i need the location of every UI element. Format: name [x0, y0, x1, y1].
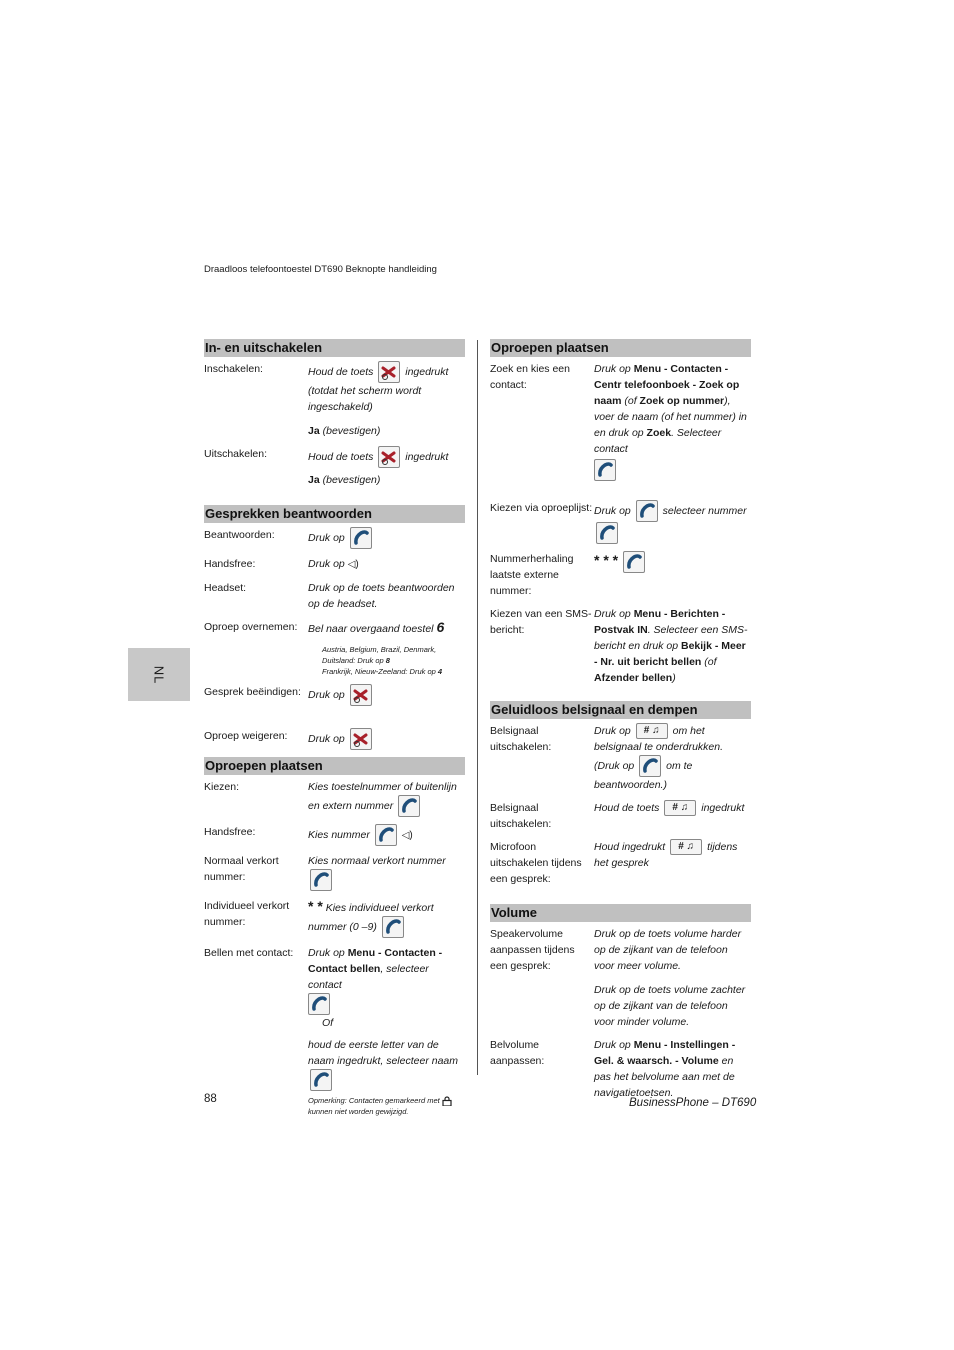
row-label: Handsfree: [204, 826, 256, 838]
phone-off-hook-icon [596, 522, 618, 544]
phone-off-hook-icon [310, 1069, 332, 1091]
text: Druk op [308, 732, 345, 745]
text: Druk op [594, 504, 631, 517]
confirm-key: Ja [308, 425, 320, 437]
row-microfoon [490, 839, 751, 887]
row-value [594, 361, 751, 481]
text: Druk op [594, 363, 631, 375]
text: tijdens het gesprek [594, 841, 738, 870]
phone-on-hook-icon [378, 361, 400, 383]
text: Druk op de toets volume harder op de zijkant van de telefoon voor meer volume. [594, 928, 742, 973]
text: Druk op [308, 947, 345, 959]
menu-path: Bekijk - Meer - Nr. uit bericht bellen [594, 640, 746, 668]
row-oproep-weigeren [204, 728, 465, 750]
section-title: Volume [490, 904, 751, 922]
key-digit: 8 [385, 656, 390, 665]
text: Kies nummer [308, 828, 370, 841]
speaker-icon: ◁) [347, 559, 359, 570]
row-value [594, 606, 751, 686]
phone-off-hook-icon [398, 795, 420, 817]
phone-off-hook-icon [623, 551, 645, 573]
row-value [308, 361, 465, 439]
text: (bevestigen) [322, 425, 381, 437]
section-title: Oproepen plaatsen [490, 339, 751, 357]
key-digit: 6 [436, 619, 445, 635]
row-label: Nummerherhaling laatste externe nummer: [490, 553, 574, 597]
row-inschakelen [204, 361, 465, 439]
right-column [490, 339, 751, 1108]
text: Houd ingedrukt [594, 841, 666, 854]
text: ingedrukt (totdat het scherm wordt ingeschakeld) [308, 365, 449, 413]
text: . Selecteer een SMS-bericht en druk op [594, 624, 748, 652]
menu-path: Menu - Berichten - Postvak IN [594, 608, 726, 636]
row-value [308, 779, 465, 817]
row-value: Druk op de toets beantwoorden op de headset. [308, 582, 455, 610]
text: Druk op [308, 558, 345, 570]
row-belsignaal-2 [490, 800, 751, 832]
phone-on-hook-icon [378, 446, 400, 468]
note-line: Austria, Belgium, Brazil, Denmark, [322, 645, 437, 654]
row-label: Kiezen: [204, 781, 240, 793]
row-label: Oproep weigeren: [204, 730, 288, 742]
row-label: Handsfree: [204, 558, 256, 570]
row-value [308, 446, 465, 488]
text: Druk op [594, 1039, 631, 1052]
text: Druk op [594, 608, 631, 620]
row-nummerherhaling [490, 551, 751, 599]
column-divider [477, 340, 478, 1075]
hash-mute-icon: # ♫ [636, 723, 668, 739]
row-label: Belvolume aanpassen: [490, 1039, 545, 1068]
hash-mute-icon: # ♫ [664, 800, 696, 816]
row-label: Gesprek beëindigen: [204, 686, 301, 698]
left-column [204, 339, 465, 1124]
row-bellen-met-contact [204, 945, 465, 1117]
row-value [594, 839, 751, 887]
row-value [308, 527, 465, 549]
text: ), voer de naam (of het nummer) in en druk op [594, 395, 747, 439]
menu-path: Menu - Contacten - Contact bellen [308, 947, 443, 975]
row-label: Belsignaal uitschakelen: [490, 725, 552, 753]
text: Druk op de toets volume zachter op de zijkant van de telefoon voor minder volume. [594, 984, 746, 1029]
text: ) [672, 672, 676, 684]
row-normaal-verkort [204, 853, 465, 891]
row-belvolume [490, 1037, 751, 1101]
confirm-key: Ja [308, 474, 320, 486]
row-individueel-verkort [204, 898, 465, 938]
phone-off-hook-icon [308, 993, 330, 1015]
text: Druk op [308, 531, 345, 544]
phone-off-hook-icon [375, 824, 397, 846]
row-label: Uitschakelen: [204, 448, 268, 460]
row-value [594, 1037, 751, 1101]
phone-off-hook-icon [594, 459, 616, 481]
row-value [308, 945, 465, 1117]
phone-off-hook-icon [310, 869, 332, 891]
row-value [594, 723, 751, 793]
text: Houd de toets [308, 450, 374, 463]
text: Kies individueel verkort nummer (0 –9) [308, 902, 434, 933]
page-number: 88 [204, 1093, 217, 1105]
row-label: Microfoon uitschakelen tijdens een gesprek: [490, 841, 582, 886]
text: om het belsignaal te onderdrukken. (Druk op [594, 725, 724, 772]
star-keys: * * [308, 898, 323, 914]
row-label: Headset: [204, 582, 247, 594]
menu-path: Menu - Contacten - Centr telefoonboek - Zoek op naam [594, 363, 740, 407]
row-sms-bericht [490, 606, 751, 686]
row-value [308, 684, 465, 706]
text: (bevestigen) [322, 474, 381, 486]
row-label: Zoek en kies een contact: [490, 363, 570, 391]
text: , selecteer contact [308, 963, 429, 991]
row-oproeplijst [490, 500, 751, 544]
text: Houd de toets [308, 365, 374, 378]
text: Kies normaal verkort nummer [308, 855, 446, 867]
phone-off-hook-icon [350, 527, 372, 549]
row-oproep-overnemen [204, 619, 465, 637]
text: (of [624, 395, 637, 407]
row-value [308, 898, 465, 938]
hash-mute-icon: # ♫ [670, 839, 702, 855]
speaker-icon: ◁) [401, 829, 413, 841]
phone-on-hook-icon [350, 684, 372, 706]
row-label: Speakervolume aanpassen tijdens een gesprek: [490, 928, 575, 973]
row-uitschakelen [204, 446, 465, 488]
row-label: Kiezen van een SMS-bericht: [490, 608, 592, 636]
menu-path: Afzender bellen [594, 672, 673, 684]
text: ingedrukt [405, 450, 449, 463]
phone-off-hook-icon [639, 755, 661, 777]
text: (of [704, 656, 717, 668]
language-tab [128, 648, 190, 701]
row-value [594, 800, 751, 832]
note-line: Duitsland: Druk op [322, 656, 384, 665]
text: en pas het belvolume aan met de navigatietoetsen. [594, 1055, 735, 1100]
note-line: Frankrijk, Nieuw-Zeeland: Druk op [322, 667, 436, 676]
text: Druk op [594, 725, 631, 737]
row-belsignaal-1 [490, 723, 751, 793]
product-name: BusinessPhone – DT690 [629, 1097, 757, 1109]
document-header-title: Draadloos telefoontoestel DT690 Beknopte handleiding [204, 264, 437, 275]
row-value [308, 728, 465, 750]
phone-on-hook-icon [350, 728, 372, 750]
row-label: Kiezen via oproeplijst: [490, 502, 593, 514]
row-value [308, 556, 465, 573]
text: . Selecteer contact [594, 427, 722, 455]
text: Druk op [308, 688, 345, 701]
row-zoek-contact [490, 361, 751, 481]
section-title: Oproepen plaatsen [204, 757, 465, 775]
text: om te beantwoorden.) [594, 760, 693, 792]
or-text: Of [322, 1017, 334, 1029]
lock-icon [442, 1096, 452, 1106]
note-text: Opmerking: Contacten gemarkeerd met [308, 1096, 440, 1105]
row-handsfree [204, 556, 465, 573]
text: ingedrukt [701, 802, 745, 815]
menu-path: Zoek [646, 427, 672, 439]
language-tab-label: NL [151, 665, 167, 684]
row-beantwoorden [204, 527, 465, 549]
text: Bel naar overgaand toestel [308, 623, 434, 635]
menu-path: Menu - Instellingen - Gel. & waarsch. - Volume [594, 1039, 736, 1068]
row-value [308, 853, 465, 891]
section-title: Geluidloos belsignaal en dempen [490, 701, 751, 719]
section-title: Gesprekken beantwoorden [204, 505, 465, 523]
row-kiezen [204, 779, 465, 817]
row-value [308, 824, 465, 846]
row-headset [204, 580, 465, 612]
row-label: Oproep overnemen: [204, 621, 298, 633]
menu-path: Zoek op nummer [639, 395, 725, 407]
row-label: Belsignaal uitschakelen: [490, 802, 552, 831]
row-label: Bellen met contact: [204, 947, 294, 959]
row-value [594, 551, 751, 599]
row-handsfree-dial [204, 824, 465, 846]
text: selecteer nummer [662, 504, 747, 517]
pickup-note [204, 644, 465, 677]
note-text: kunnen niet worden gewijzigd. [308, 1107, 409, 1117]
phone-off-hook-icon [382, 916, 404, 938]
row-gesprek-beeindigen [204, 684, 465, 706]
row-label: Inschakelen: [204, 363, 263, 375]
row-value [594, 926, 751, 1030]
row-label: Beantwoorden: [204, 529, 275, 541]
row-speakervolume [490, 926, 751, 1030]
star-keys: * * * [594, 551, 619, 568]
row-value [308, 619, 465, 637]
row-value [594, 500, 751, 544]
text: Houd de toets [594, 802, 660, 815]
section-title: In- en uitschakelen [204, 339, 465, 357]
row-label: Individueel verkort nummer: [204, 900, 290, 928]
key-digit: 4 [437, 667, 443, 676]
text: Kies toestelnummer of buitenlijn en extern nummer [308, 781, 457, 812]
row-label: Normaal verkort nummer: [204, 855, 279, 883]
text: houd de eerste letter van de naam ingedrukt, selecteer naam [308, 1039, 458, 1067]
phone-off-hook-icon [636, 500, 658, 522]
